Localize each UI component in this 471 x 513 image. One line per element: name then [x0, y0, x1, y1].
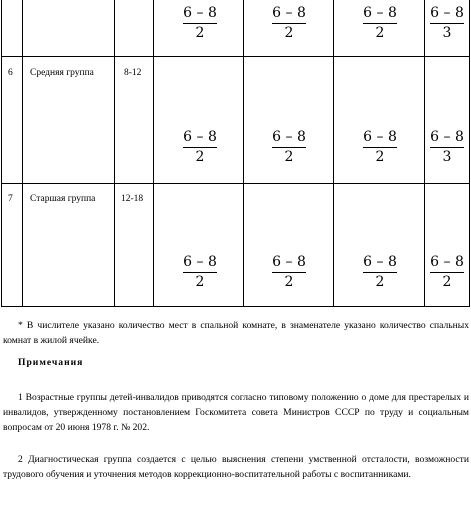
fraction-numerator: 6 – 8: [183, 254, 217, 270]
fraction-bar: [430, 272, 464, 273]
fraction-cell: [183, 129, 217, 165]
note-paragraph: 1 Возрастные группы детей-инвалидов приводятся согласно типовому положению о доме для престарелых и инвалидов, утвержденному постановлением Госкомитета совета Министров СССР по труду и социальным вопросам от 20 июня 1978 г. № 202.: [3, 392, 469, 433]
column-divider: [424, 0, 425, 307]
fraction-denominator: 2: [195, 274, 205, 290]
fraction-bar: [272, 147, 306, 148]
fraction-denominator: 2: [284, 274, 294, 290]
fraction-bar: [183, 147, 217, 148]
table-footnote: * В числителе указано количество мест в спальной комнате, в знаменателе указано количество спальных комнат в жилой ячейке.: [3, 320, 469, 346]
fraction-numerator: 6 – 8: [183, 5, 217, 21]
table-border-bottom: [1, 306, 470, 307]
note-paragraph: 2 Диагностическая группа создается с целью выяснения степени умственной отсталости, возможности трудового обучения и уточнения методов коррекционно-воспитательной работы с воспитанниками.: [3, 454, 469, 480]
fraction-cell: [272, 5, 306, 41]
fraction-denominator: 2: [284, 25, 294, 41]
column-divider: [333, 0, 334, 307]
fraction-numerator: 6 – 8: [272, 5, 306, 21]
fraction-numerator: 6 – 8: [183, 129, 217, 145]
fraction-numerator: 6 – 8: [272, 254, 306, 270]
fraction-bar: [183, 23, 217, 24]
column-divider: [114, 0, 115, 307]
fraction-numerator: 6 – 8: [430, 254, 464, 270]
fraction-denominator: 2: [284, 149, 294, 165]
age-range: 8-12: [124, 68, 142, 78]
fraction-bar: [363, 23, 397, 24]
fraction-denominator: 2: [195, 25, 205, 41]
fraction-cell: [430, 254, 464, 290]
fraction-denominator: 2: [375, 274, 385, 290]
fraction-cell: [363, 5, 397, 41]
fraction-numerator: 6 – 8: [430, 129, 464, 145]
row-number: 6: [8, 68, 13, 78]
table-border-right: [469, 0, 470, 307]
fraction-denominator: 2: [195, 149, 205, 165]
fraction-bar: [183, 272, 217, 273]
column-divider: [153, 0, 154, 307]
fraction-denominator: 2: [375, 25, 385, 41]
fraction-denominator: 2: [375, 149, 385, 165]
fraction-cell: [183, 5, 217, 41]
fraction-bar: [363, 272, 397, 273]
fraction-cell: [363, 254, 397, 290]
fraction-denominator: 3: [442, 149, 452, 165]
fraction-cell: [430, 129, 464, 165]
fraction-denominator: 2: [442, 274, 452, 290]
fraction-bar: [430, 23, 464, 24]
fraction-numerator: 6 – 8: [363, 254, 397, 270]
fraction-cell: [272, 254, 306, 290]
fraction-cell: [183, 254, 217, 290]
fraction-cell: [363, 129, 397, 165]
fraction-cell: [430, 5, 464, 41]
row-number: 7: [8, 194, 13, 204]
fraction-bar: [272, 23, 306, 24]
notes-heading: Примечания: [18, 357, 84, 368]
column-divider: [243, 0, 244, 307]
fraction-bar: [272, 272, 306, 273]
age-range: 12-18: [121, 194, 144, 204]
fraction-numerator: 6 – 8: [363, 129, 397, 145]
row-divider: [1, 183, 470, 184]
table-border-left: [1, 0, 2, 307]
fraction-numerator: 6 – 8: [363, 5, 397, 21]
fraction-cell: [272, 129, 306, 165]
fraction-numerator: 6 – 8: [430, 5, 464, 21]
fraction-bar: [430, 147, 464, 148]
group-name: Средняя группа: [30, 68, 94, 78]
fraction-bar: [363, 147, 397, 148]
row-divider: [1, 56, 470, 57]
fraction-denominator: 3: [442, 25, 452, 41]
group-name: Старшая группа: [30, 194, 96, 204]
fraction-numerator: 6 – 8: [272, 129, 306, 145]
column-divider: [22, 0, 23, 307]
